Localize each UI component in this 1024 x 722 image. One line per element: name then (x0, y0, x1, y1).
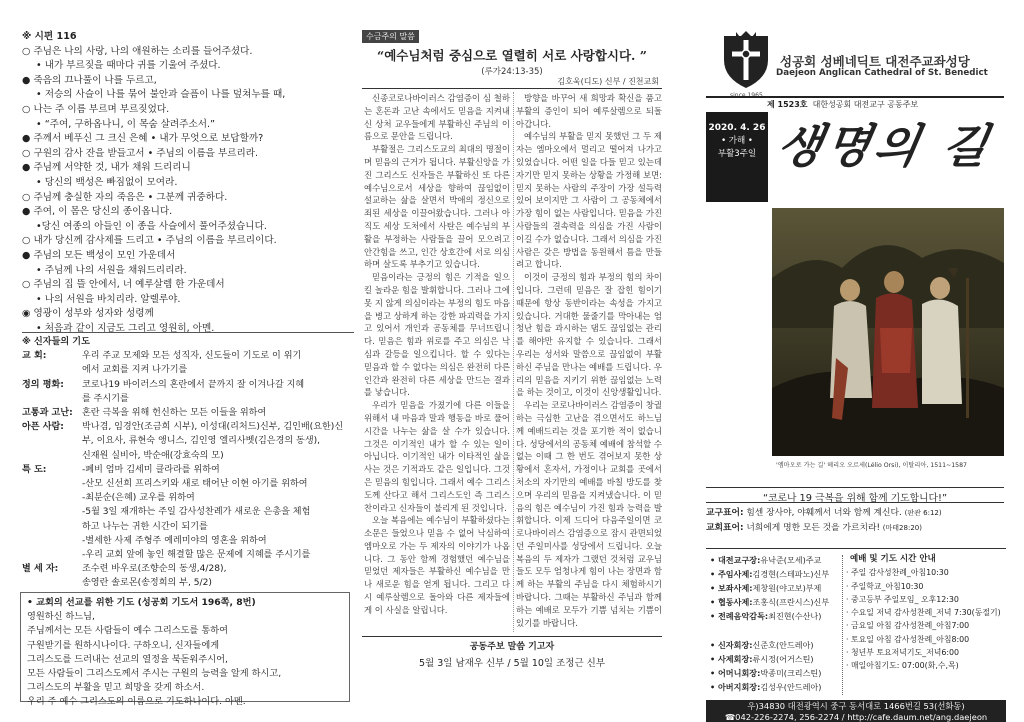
prayer-label: 아픈 사람: (22, 422, 64, 433)
motto-line (706, 506, 1004, 521)
staff-item (710, 567, 842, 581)
contributors-box (362, 636, 662, 669)
psalm-text: 주님의 모든 백성이 모인 가운데서 (33, 249, 176, 261)
staff-name: 김성우(안드레아) (760, 681, 822, 692)
psalm-line (22, 74, 352, 89)
psalm-text: • 처음과 같이 지금도 그리고 영원히, 아멘. (36, 322, 215, 334)
staff-name: 류시정(어거스틴) (752, 653, 814, 664)
prayer-text: 를 주시기를 (82, 393, 129, 404)
prayer-text: 박나겸, 임경안(조금희 시부), 이성대(리처드)신부, 김인배(요한)신 (82, 422, 344, 433)
staff-list (710, 553, 842, 694)
motto-label: 교회표어: (706, 523, 744, 533)
psalm-text: •당신 여종의 아들인 이 종을 사슬에서 풀어주셨습니다. (36, 220, 267, 232)
mission-line: 구원받기를 원하시나이다. 구하오니, 신자들에게 (27, 639, 220, 651)
psalm-text: 주님의 집 뜰 안에서, 너 예루살렘 한 가운데서 (33, 279, 225, 291)
prayer-label: 고통과 고난: (22, 408, 73, 419)
worship-schedule (846, 553, 1006, 673)
prayer-item (22, 349, 354, 363)
prayer-text: -최분순(은혜) 교우를 위하여 (82, 493, 195, 504)
psalm-line (22, 264, 352, 279)
staff-role: • 주임사제: (710, 569, 753, 580)
psalm-line (22, 103, 352, 118)
motto-ref: (판관 6:12) (904, 509, 942, 517)
motto-line (706, 521, 1004, 536)
sermon-title: “예수님처럼 중심으로 열렬히 서로 사랑합시다. ” (377, 48, 647, 63)
prayer-text: 하고 나누는 귀한 시간이 되기를 (82, 521, 208, 532)
staff-item (710, 609, 842, 623)
sermon-tag: 수금주의 말씀 (362, 30, 419, 43)
divider (362, 88, 662, 89)
psalm-mark: ○ (22, 235, 31, 247)
prayer-text: 혼란 극복을 위해 헌신하는 모든 이들을 위하여 (82, 408, 267, 419)
psalm-line (22, 176, 352, 191)
sermon-paragraph: 부활절은 그리스도교의 최대의 명절이며 믿음의 근거가 됩니다. 부활신앙을 가진 그리스도 신자들은 부활하신 또 다른 예수님으로서 세상을 향하여 끊임없이 설교하는 삶을 살면서 박애의 정신으로 죄된 세상을 이끌어왔습니다. 그러나 아직도 세상 도처에서 사탄은 예수님의 부활을 부정하는 사람들을 끌어 모으려고 안간힘을 쓰고, 인간 상호간에 서로 의심하며 살도록 부추기고 있습니다. (364, 144, 510, 270)
psalm-line (22, 45, 352, 60)
prayer-item (22, 406, 354, 420)
psalm-line (22, 307, 352, 322)
psalm-title: ※ 시편 116 (22, 31, 77, 42)
staff-name: 김경현(스테파노)신부 (752, 569, 830, 580)
psalm-text: 내가 당신께 감사제를 드리고 • 주님의 이름을 부르리이다. (33, 235, 277, 247)
psalm-text: 주께서 베푸신 그 크신 은혜 • 내가 무엇으로 보답할까? (33, 133, 264, 145)
psalm-text: • 당신의 백성은 빠짐없이 모여라. (36, 176, 178, 188)
schedule-item: · 주일학교_아침10:30 (846, 581, 924, 591)
since-label: since 1965 (730, 92, 763, 99)
psalm-text: • 내가 부르짖을 때마다 귀를 기울여 주셨다. (36, 60, 221, 72)
address-bar (706, 700, 1006, 722)
motto-label: 교구표어: (706, 508, 744, 518)
motto-ref: (마태28:20) (882, 524, 922, 532)
psalm-text: 구원의 감사 잔을 받들고서 • 주님의 이름을 부르리라. (33, 147, 259, 159)
psalm-text: 주님은 나의 사랑, 나의 애원하는 소리를 들어주셨다. (33, 45, 253, 57)
psalm-line (22, 278, 352, 293)
sermon-paragraph: 예수님의 부활을 믿지 못했던 그 두 제자는 엠마오에서 멀리고 떨어져 나가고 있었습니다. 어떤 일을 다들 믿고 있는데 자기만 믿지 못하는 상황을 가정해 보면: 믿지 못하는 사람의 주장이 가장 설득력 있어 보이지만 그 사람이 그 공동체에서 가장 힘이 없는 사람입니다. 믿음을 가진 사람들의 결속력을 의심을 가진 사람이 이길 수가 없습니다. 그래서 의심을 가진 사람은 갖은 방법을 동원해서 틈을 만들려고 합니다. (516, 131, 662, 270)
motto-text: 너희에게 명한 모든 것을 가르치라! (746, 523, 880, 533)
prayer-slogan: “코로나 19 극복을 위해 함께 기도합니다!” (706, 487, 1004, 504)
psalm-mark: ● (22, 162, 31, 174)
staff-name: 신준호(안드레아) (752, 639, 814, 650)
psalm-text: 죽음의 끄나풀이 나를 두르고, (33, 74, 157, 86)
prayer-text: 송영란 솔로몬(송정희의 부, 5/2) (82, 578, 212, 589)
schedule-item: · 토요일 아침 감사성찬례_아침8:00 (846, 634, 970, 644)
prayer-text: 신재원 실비아, 박순애(강효숙의 모) (82, 450, 224, 461)
staff-schedule-section (706, 548, 1006, 698)
psalm-line (22, 118, 352, 133)
motto-text: 힘센 장사야, 야훼께서 너와 함께 계신다. (746, 508, 902, 518)
psalm-mark: ○ (22, 45, 31, 57)
staff-name: 최진현(수산나) (768, 611, 822, 622)
psalm-text: • 주님께 나의 서원을 채워드리리라. (36, 264, 187, 276)
psalm-line (22, 249, 352, 264)
psalm-line (22, 293, 352, 308)
prayer-text: -5월 3일 재개하는 주일 감사성찬례가 새로운 은총을 체험 (82, 507, 311, 518)
mission-line: 모든 사람들이 그리스도께서 주시는 구원의 능력을 알게 하시고, (27, 668, 282, 680)
mission-line: 그리스도를 드러내는 선교의 열정을 북돋워주시어, (27, 653, 228, 665)
sermon-reference: (루가24:13-35) (481, 67, 543, 77)
contributors-dates: 5월 3일 남재우 신부 / 5월 10일 조정근 신부 (418, 658, 606, 669)
psalm-section (22, 30, 352, 336)
staff-item (710, 553, 842, 567)
staff-item (710, 623, 842, 637)
schedule-item: · 수요일 저녁 감사성찬례_저녁 7:30(동절기) (846, 608, 1001, 618)
church-name-korean: 성공회 성베네딕트 대전주교좌성당 (780, 54, 970, 69)
sermon-paragraph: 신종코로나바이러스 감염증이 심 철하는 혼돈과 고난 속에서도 믿음을 지켜내신 상처 교우들에게 부활하신 주님의 이름으로 문안을 드립니다. (364, 93, 510, 142)
staff-name: 유낙준(모세)주교 (760, 555, 822, 565)
prayer-item (22, 420, 354, 434)
staff-role: • 보좌사제: (710, 583, 753, 594)
sermon-body (364, 92, 662, 632)
church-seal-logo (718, 30, 774, 92)
psalm-line (22, 59, 352, 74)
psalm-mark: ○ (22, 147, 31, 159)
issue-line (767, 99, 918, 110)
psalm-text: 영광이 성부와 성자와 성령께 (33, 308, 154, 320)
schedule-item: · 매일아침기도: 07:00(화,수,목) (846, 661, 959, 671)
psalm-line (22, 147, 352, 162)
prayer-text: 부, 이요사, 류현숙 앵니스, 김인영 엘리사벳(김은경의 동생), (82, 436, 321, 447)
staff-name: 제창원(야고보)부제 (752, 583, 822, 594)
psalm-mark: ○ (22, 279, 31, 291)
sermon-author: 김호욱(디도) 신부 / 진천교회 (557, 77, 659, 86)
sermon-paragraph: 우리가 믿음을 가졌기에 다른 이들을 위해서 내 마음과 말과 행동을 바로 풀어 시간을 나누는 삶을 살 수가 있습니다. 그것은 이기적인 내가 할 수 있는 일이 아닙니다. 이기적인 내가 이타적인 삶을 사는 것은 기적과도 같은 일입니다. 그것은 믿음의 힘입니다. 그래서 예수 그리스도께 산다고 해서 그리스도인 즉 그리스찬이라고 신자들이 불리게 된 것입니다. (364, 400, 510, 513)
prayers-section (22, 332, 354, 591)
psalm-text: 주여, 이 몸은 당신의 종이옵니다. (33, 206, 173, 218)
masthead-title: 생명의 길 (772, 119, 996, 173)
staff-item (710, 638, 842, 652)
staff-role: • 협동사제: (710, 597, 753, 608)
prayers-title: ※ 신자들의 기도 (22, 337, 90, 347)
psalm-line (22, 132, 352, 147)
staff-role: • 신자회장: (710, 639, 753, 650)
prayer-text: 코로나19 바이러스의 혼란에서 끝까지 잘 이겨나갈 지혜 (82, 379, 305, 390)
psalm-line (22, 205, 352, 220)
mottos (706, 502, 1004, 536)
psalm-line (22, 191, 352, 206)
mission-line: 영원하신 하느님, (27, 611, 95, 623)
prayer-text: -우리 교회 앞에 놓인 해결할 많은 문제에 지혜를 주시기를 (82, 550, 311, 561)
prayer-item (22, 463, 354, 477)
date-box (706, 112, 768, 202)
church-name-english: Daejeon Anglican Cathedral of St. Benedict (776, 68, 988, 78)
painting-caption: '엠마오로 가는 길' 헤리오 오르세(Lélio Orsi), 이탈리아, 1511~1587 (776, 462, 967, 469)
prayer-text: 에서 교회를 지켜 나가기를 (82, 365, 188, 376)
psalm-mark: ◉ (22, 308, 31, 320)
bulletin-date: 2020. 4. 26 (708, 123, 766, 133)
painting-image (772, 208, 1004, 456)
staff-role: • 사제회장: (710, 653, 753, 664)
psalm-text: 나는 주 이름 부르며 부르짖었다. (33, 103, 170, 115)
psalm-mark: ● (22, 206, 31, 218)
prayer-text: -폐비 엄마 김세미 클라라를 위하여 (82, 464, 220, 475)
staff-name: 박종미(크리스틴) (760, 667, 822, 678)
staff-name: 조홍식(프란시스)신부 (752, 597, 830, 608)
staff-item (710, 666, 842, 680)
sermon-paragraph: 믿음이라는 긍정의 힘은 기적을 일으킬 놀라운 힘을 발휘합니다. 그러나 그에 못 지 않게 의심이라는 부정의 힘도 마음을 병고 상하게 하는 강한 파괴력을 가지고 있어서 개인과 공동체를 무너뜨립니다. 믿음은 힘과 위로를 주고 의심은 낙심과 갈등을 일으킵니다. 할 수 있다는 믿음과 할 수 없다는 의심은 완전히 다른 인간과 완전히 다른 세상을 만드는 결과를 낳습니다. (364, 272, 510, 398)
psalm-text: 주님께 충실한 자의 죽음은 • 그분께 귀중하다. (33, 191, 228, 203)
psalm-text: • 나의 서원을 바치리라. 알렐루야. (36, 293, 181, 305)
contributors-title: 공동주보 말씀 기고자 (469, 642, 555, 652)
prayer-text: -별세한 사제 주형주 예레미야의 영혼을 위하여 (82, 535, 267, 546)
prayer-label: 특 도: (22, 464, 47, 475)
mission-line: 주님께서는 모든 사람들이 예수 그리스도를 통하여 (27, 625, 228, 637)
prayer-text: 우리 주교 모제와 모든 성직자, 신도들이 기도로 이 위기 (82, 351, 302, 362)
sermon-paragraph: 우리는 코로나바이러스 감염증이 창궐하는 극심한 고난을 겪으면서도 하느님께 예배드리는 것을 포기한 적이 없습니다. 성당에서의 공동체 예배에 참석할 수 없는 이때 그 한 번도 겪어보지 못한 상황에서 혼자서, 가정이나 교회를 곳에서 처소의 자기만의 예배를 바칠 방도를 찾으며 우리의 믿음을 지켜냈습니다. 이 믿음의 힘은 예수님이 가진 힘과 능력을 발휘합니다. 이제 드디어 다음주일이면 코로나바이러스 감염증으로 잠시 관면되었던 주일미사를 성당에서 드립니다. 오늘 복음의 두 제자가 그랬던 것처럼 교우님들도 모두 엄청나게 힘이 나는 장면과 함께 하는 부활의 주님을 다시 체험하시기 바랍니다. 그때는 부활하신 주님과 함께 하는 예배로 모두가 기쁨 넘치는 기쁨이 있기를 바랍니다. (516, 400, 662, 628)
psalm-mark: ○ (22, 103, 31, 115)
address: 우)34830 대전광역시 중구 동서대로 1466번길 53(선화동) (747, 701, 965, 711)
psalm-text: • “주여, 구하옵나니, 이 목숨 살려주소서.” (36, 118, 216, 130)
prayer-item (22, 378, 354, 392)
mission-title: • 교회의 선교를 위한 기도 (성공회 기도서 196쪽, 8번) (27, 597, 256, 608)
schedule-title: 예배 및 기도 시간 안내 (850, 554, 936, 564)
prayer-text: -산모 신선희 프리스키와 새로 태어난 이현 아기를 위하여 (82, 479, 308, 490)
staff-item (710, 595, 842, 609)
sermon-paragraph: 방향을 바꾸어 새 희망과 확신을 품고 부활의 증인이 되어 예루살렘으로 되돌아갑니다. (516, 93, 662, 129)
psalm-line (22, 220, 352, 235)
mission-line: 우리 주 예수 그리스도의 이름으로 기도하나이다. 아멘. (27, 696, 246, 708)
schedule-item: · 금요일 아침 감사성찬례_아침7:00 (846, 621, 970, 631)
schedule-item: · 중고등부 주일모임_ 오후12:30 (846, 594, 959, 604)
prayer-item (22, 562, 354, 576)
psalm-mark: ● (22, 133, 31, 145)
publisher: 대한성공회 대전교구 공동주보 (812, 100, 919, 109)
staff-item (710, 680, 842, 694)
psalm-line (22, 161, 352, 176)
staff-role: • 전례음악감독: (710, 611, 769, 622)
schedule-item: · 청년부 토요저녁기도_저녁6:00 (846, 648, 960, 658)
prayer-text: 조수련 바우로(조향순의 동생,4/28), (82, 564, 227, 575)
staff-role: • 아버지회장: (710, 681, 761, 692)
divider (706, 96, 1004, 98)
divider (842, 555, 843, 695)
psalm-mark: ● (22, 249, 31, 261)
issue-number: 제 1523호 (767, 100, 808, 109)
psalm-line (22, 234, 352, 249)
staff-item (710, 581, 842, 595)
psalm-text: • 저승의 사슬이 나를 묶어 불안과 슬픔이 나를 덮쳐누를 때, (36, 89, 286, 101)
staff-role: • 어머니회장: (710, 667, 761, 678)
staff-role: • 대전교구장: (710, 555, 761, 565)
liturgical-season: 부활3주일 (717, 149, 757, 159)
mission-prayer-box (20, 592, 350, 708)
psalm-line (22, 88, 352, 103)
psalm-mark: ○ (22, 191, 31, 203)
liturgical-year: • 가해 • (721, 136, 753, 146)
schedule-item: · 주일 감사성찬례_아침10:30 (846, 568, 949, 578)
psalm-mark: ● (22, 74, 31, 86)
prayer-label: 별 세 자: (22, 564, 59, 575)
prayer-label: 정의 평화: (22, 379, 64, 390)
sermon-paragraph: 이것이 긍정의 힘과 부정의 힘의 차이입니다. 그런데 믿음은 잘 잡힌 힘이기 때문에 항상 동반이라는 속성을 가지고 있습니다. 거대한 물줄기를 막아내는 엄청난 힘을 과시하는 댐도 끊임없는 관리를 해야만 유지할 수 있습니다. 그래서 우리는 성서와 말씀으로 끊임없이 부활하신 주님을 만나는 예배를 드립니다. 우리의 믿음을 지키기 위한 끊임없는 노력을 하는 것이고, 이것이 신앙생활입니다. (516, 272, 662, 398)
mission-line: 그리스도의 부활을 믿고 희망을 갖게 하소서. (27, 682, 205, 694)
staff-item (710, 652, 842, 666)
psalm-text: 주님께 서약한 것, 내가 채워 드리리니 (33, 162, 191, 174)
sermon-paragraph: 오늘 복음에는 예수님이 부활하셨다는 소문은 들었으나 믿음 수 없어 낙심하여 엠마오로 가는 두 제자의 이야기가 나옵니다. 그 동안 함께 경험했던 예수님을 믿었던 제자들은 부활하신 예수님을 만나 새로운 힘을 얻게 됩니다. 그리고 다시 예루살렘으로 돌아와 다른 제자들에게 이 사실을 알립니다. (364, 515, 510, 615)
contact: ☎042-226-2274, 256-2274 / http://cafe.daum.net/ang.daejeon (724, 711, 988, 722)
prayer-label: 교 회: (22, 351, 47, 362)
